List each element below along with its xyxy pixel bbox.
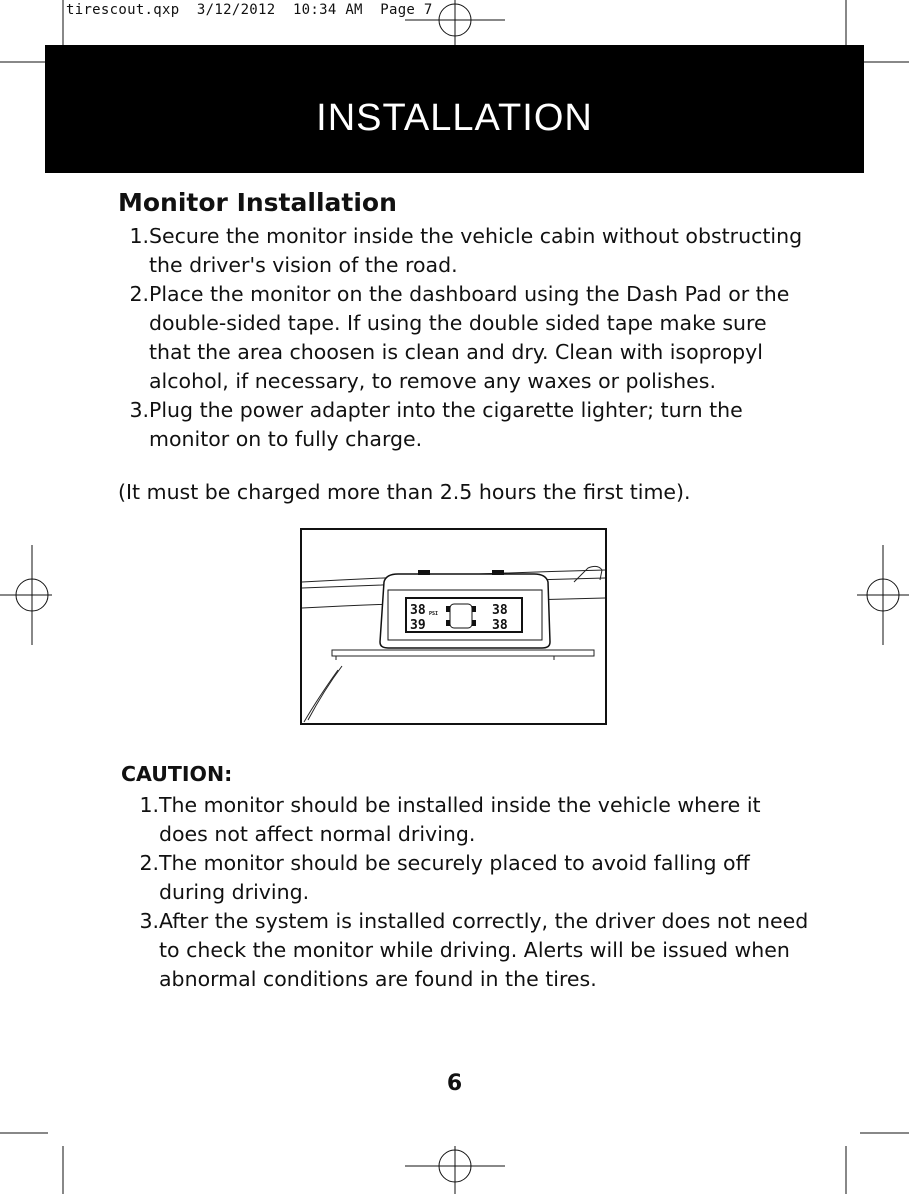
caution-number: 1. bbox=[139, 793, 159, 817]
installation-step bbox=[118, 396, 808, 454]
registration-mark-top bbox=[405, 0, 505, 48]
page-title: INSTALLATION bbox=[316, 97, 593, 139]
monitor-dashboard-illustration bbox=[300, 528, 607, 725]
reading-unit: PSI bbox=[429, 611, 439, 617]
caution-number: 2. bbox=[139, 851, 159, 875]
installation-step bbox=[118, 280, 808, 396]
reading-rear-right: 38 bbox=[492, 618, 508, 633]
monitor-body bbox=[380, 570, 550, 648]
step-text: Place the monitor on the dashboard using the Dash Pad or the double-sided tape. If using the double sided tape make sure that the area choosen is clean and dry. Clean with isopropyl alcohol, if necessary, to remove any waxes or polishes. bbox=[149, 282, 790, 393]
installation-step bbox=[118, 222, 808, 280]
caution-text: The monitor should be securely placed to avoid falling off during driving. bbox=[159, 851, 750, 904]
registration-mark-bottom bbox=[405, 1146, 505, 1194]
caution-item bbox=[125, 907, 815, 994]
caution-heading: CAUTION: bbox=[121, 762, 233, 786]
step-number: 1. bbox=[129, 224, 149, 248]
step-number: 3. bbox=[129, 398, 149, 422]
caution-number: 3. bbox=[139, 909, 159, 933]
print-slug: tirescout.qxp 3/12/2012 10:34 AM Page 7 bbox=[66, 2, 433, 18]
caution-item bbox=[125, 791, 815, 849]
registration-mark-right bbox=[857, 545, 909, 645]
reading-front-left: 38 bbox=[410, 603, 426, 618]
charging-note: (It must be charged more than 2.5 hours the first time). bbox=[118, 480, 691, 504]
step-text: Plug the power adapter into the cigarette lighter; turn the monitor on to fully charge. bbox=[149, 398, 743, 451]
caution-text: After the system is installed correctly, the driver does not need to check the monitor while driving. Alerts will be issued when abnormal conditions are found in the tires. bbox=[159, 909, 809, 991]
installation-steps bbox=[118, 222, 808, 454]
section-heading-monitor-installation: Monitor Installation bbox=[118, 188, 397, 217]
step-number: 2. bbox=[129, 282, 149, 306]
caution-text: The monitor should be installed inside the vehicle where it does not affect normal driving. bbox=[159, 793, 761, 846]
reading-front-right: 38 bbox=[492, 603, 508, 618]
page-number: 6 bbox=[446, 1071, 463, 1096]
reading-rear-left: 39 bbox=[410, 618, 426, 633]
header-band bbox=[45, 45, 864, 173]
caution-list bbox=[125, 791, 815, 994]
step-text: Secure the monitor inside the vehicle cabin without obstructing the driver's vision of the road. bbox=[149, 224, 803, 277]
caution-item bbox=[125, 849, 815, 907]
dashboard-drawing bbox=[302, 530, 605, 723]
registration-mark-left bbox=[0, 545, 52, 645]
